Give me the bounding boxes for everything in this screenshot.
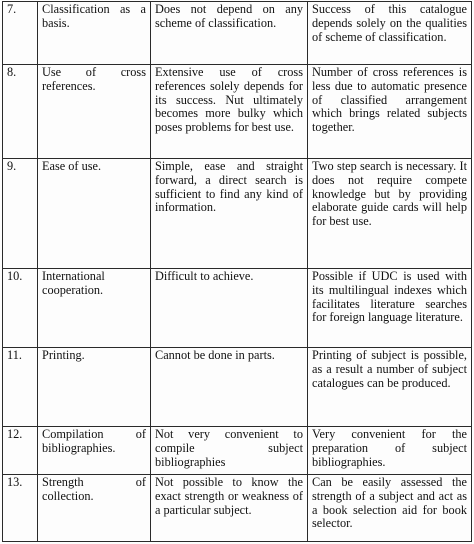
table-row — [3, 65, 472, 159]
dictionary-catalogue-cell: Simple, ease and straight forward, a direct search is sufficient to find any kind of information. — [151, 159, 308, 269]
criterion-cell: Strength of collection. — [38, 475, 151, 542]
classified-catalogue-cell: Possible if UDC is used with its multilingual indexes which facilitates literature searches for foreign language literature. — [308, 269, 472, 348]
classified-catalogue-cell: Can be easily assessed the strength of a subject and act as a book selection aid for book selector. — [308, 475, 472, 542]
table-row — [3, 269, 472, 348]
criterion-cell: Use of cross references. — [38, 65, 151, 159]
table-row — [3, 475, 472, 542]
classified-catalogue-cell: Two step search is necessary. It does not require compete knowledge but by providing elaborate guide cards will help for best use. — [308, 159, 472, 269]
row-number: 10. — [3, 269, 38, 348]
dictionary-catalogue-cell: Cannot be done in parts. — [151, 348, 308, 427]
classified-catalogue-cell: Number of cross references is less due to automatic presence of classified arrangement which brings related subjects together. — [308, 65, 472, 159]
table-row — [3, 2, 472, 65]
dictionary-catalogue-cell: Not very convenient to compile subject bibliographies — [151, 427, 308, 475]
criterion-cell: Printing. — [38, 348, 151, 427]
comparison-table — [2, 1, 472, 542]
classified-catalogue-cell: Success of this catalogue depends solely on the qualities of scheme of classification. — [308, 2, 472, 65]
criterion-cell: Compilation of bibliographies. — [38, 427, 151, 475]
row-number: 11. — [3, 348, 38, 427]
table-row — [3, 427, 472, 475]
criterion-cell: Ease of use. — [38, 159, 151, 269]
classified-catalogue-cell: Very convenient for the preparation of subject bibliographies. — [308, 427, 472, 475]
criterion-cell: Classification as a basis. — [38, 2, 151, 65]
table-row — [3, 348, 472, 427]
criterion-cell: International cooperation. — [38, 269, 151, 348]
table-row — [3, 159, 472, 269]
row-number: 13. — [3, 475, 38, 542]
classified-catalogue-cell: Printing of subject is possible, as a result a number of subject catalogues can be produced. — [308, 348, 472, 427]
dictionary-catalogue-cell: Difficult to achieve. — [151, 269, 308, 348]
row-number: 8. — [3, 65, 38, 159]
row-number: 12. — [3, 427, 38, 475]
row-number: 9. — [3, 159, 38, 269]
row-number: 7. — [3, 2, 38, 65]
dictionary-catalogue-cell: Does not depend on any scheme of classification. — [151, 2, 308, 65]
dictionary-catalogue-cell: Extensive use of cross references solely depends for its success. Nut ultimately becomes more bulky which poses problems for best use. — [151, 65, 308, 159]
dictionary-catalogue-cell: Not possible to know the exact strength or weakness of a particular subject. — [151, 475, 308, 542]
